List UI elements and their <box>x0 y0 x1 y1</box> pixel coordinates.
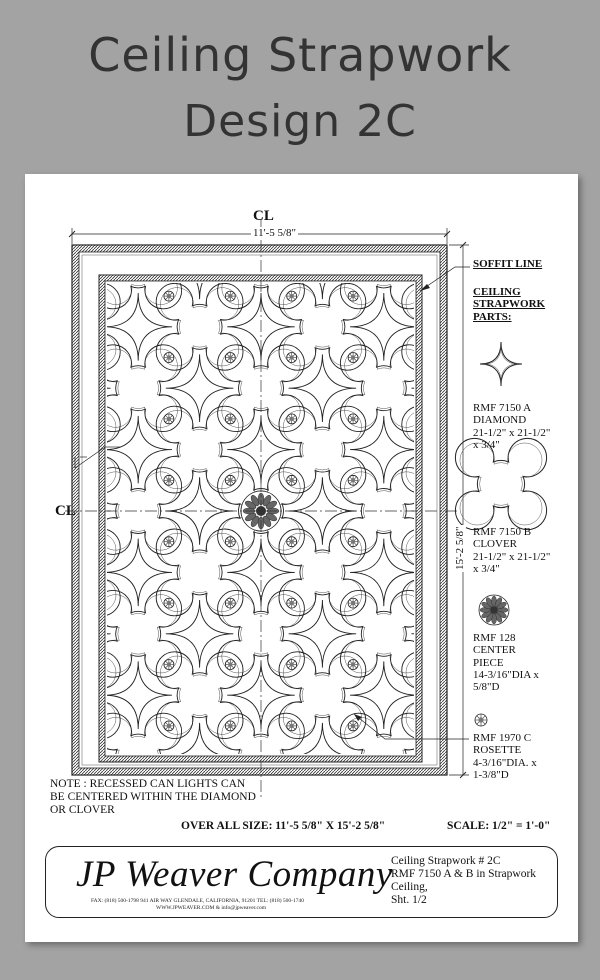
sheet-info-line: Ceiling Strapwork # 2C <box>391 855 501 867</box>
part-line: x 3/4" <box>473 438 500 451</box>
diamond-shape <box>350 174 418 238</box>
width-dimension: 11'-5 5/8" <box>253 227 297 239</box>
height-dimension: 15'-2 5/8" <box>454 526 466 570</box>
part-line: RMF 1970 C <box>473 732 532 744</box>
rosette-icon <box>167 417 172 422</box>
rosette-icon <box>289 294 294 299</box>
part-line: CENTER <box>473 644 516 657</box>
sheet-info-line: Ceiling, <box>391 880 428 893</box>
part-line: 21-1/2" x 21-1/2" <box>473 550 551 563</box>
sheet-info-line: Sht. 1/2 <box>391 893 427 906</box>
part-line: RMF 7150 B <box>473 526 532 538</box>
part-line: x 3/4" <box>473 562 500 575</box>
rosette-icon <box>228 294 233 299</box>
diamond-shape <box>43 174 111 176</box>
part-line: DIAMOND <box>473 414 527 427</box>
clover-shape <box>467 174 545 182</box>
clover-icon <box>460 443 542 525</box>
part-line: 1-3/8"D <box>473 768 509 781</box>
rosette-icon <box>475 714 487 726</box>
part-diamond-label <box>473 402 550 451</box>
part-clover-label <box>473 526 550 575</box>
page-subtitle: Design 2C <box>183 96 417 147</box>
rosette-icon <box>289 662 294 667</box>
rosette-icon <box>289 601 294 606</box>
rosette-icon <box>289 355 294 360</box>
rosette-icon <box>351 724 356 729</box>
part-line: 14-3/16"DIA x <box>473 668 539 681</box>
soffit-line-label: SOFFIT LINE <box>473 258 543 270</box>
clover-shape <box>25 349 55 427</box>
clover-shape <box>25 595 55 673</box>
clover-shape <box>345 174 423 182</box>
note-line: NOTE : RECESSED CAN LIGHTS CAN <box>50 778 246 790</box>
rosette-icon <box>289 539 294 544</box>
rosette-icon <box>167 355 172 360</box>
clover-shape <box>529 174 578 243</box>
rosette-icon <box>289 478 294 483</box>
part-line: 4-3/16"DIA. x <box>473 756 537 769</box>
rosette-icon <box>228 539 233 544</box>
diamond-shape <box>350 784 418 852</box>
clover-shape <box>218 174 305 186</box>
parts-heading <box>473 286 545 323</box>
title-block <box>45 846 558 918</box>
diamond-shape <box>25 416 49 484</box>
diamond-shape <box>25 293 49 361</box>
clover-icon <box>455 438 546 529</box>
rosette-icon <box>289 417 294 422</box>
diamond-shape <box>166 174 234 176</box>
centerline-top-label: CL <box>253 208 274 224</box>
diamond-shape <box>473 174 541 238</box>
clover-shape <box>25 472 55 550</box>
rosette-icon <box>228 601 233 606</box>
diamond-shape <box>534 174 578 176</box>
page-title: Ceiling Strapwork <box>88 28 512 82</box>
clover-shape <box>25 174 55 182</box>
clover-shape <box>25 226 55 304</box>
centerline-left-label: CL <box>55 503 76 519</box>
parts-heading-line: CEILING <box>473 286 521 298</box>
diamond-icon-inner <box>484 346 518 382</box>
clover-shape <box>222 174 300 182</box>
clover-shape <box>160 174 238 243</box>
company-logo: JP Weaver Company <box>76 854 393 895</box>
clover-shape <box>25 345 59 432</box>
part-line: ROSETTE <box>473 744 522 757</box>
rosette-icon <box>351 294 356 299</box>
rosette-icon <box>167 539 172 544</box>
clover-shape <box>463 174 550 186</box>
clover-shape <box>406 174 484 243</box>
rosette-icon <box>167 662 172 667</box>
diamond-shape <box>25 661 49 729</box>
clover-shape <box>340 174 427 186</box>
parts-heading-line: STRAPWORK <box>473 298 546 311</box>
part-line: RMF 128 <box>473 632 516 644</box>
rosette-icon <box>228 478 233 483</box>
contact-web: WWW.JPWEAVER.COM & info@jpweaver.com <box>156 905 267 911</box>
clover-shape <box>156 174 243 247</box>
part-center-piece-label <box>473 632 539 694</box>
part-line: 5/8"D <box>473 681 500 694</box>
center-piece-icon <box>490 606 498 614</box>
rosette-icon <box>351 662 356 667</box>
clover-icon <box>455 438 546 529</box>
diamond-shape <box>25 907 49 942</box>
sheet-info <box>391 855 536 907</box>
drawing-sheet <box>25 174 578 942</box>
scale-label: SCALE: 1/2" = 1'-0" <box>447 820 551 832</box>
rosette-icon <box>351 539 356 544</box>
sheet-info-line: RMF 7150 A & B in Strapwork <box>391 867 537 880</box>
part-rosette-label <box>473 732 537 781</box>
clover-shape <box>33 174 120 247</box>
rosette-icon <box>167 294 172 299</box>
clover-shape <box>25 222 59 309</box>
clover-shape <box>25 468 59 555</box>
clover-shape <box>38 174 116 243</box>
clover-shape <box>95 174 182 186</box>
rosette-icon <box>228 355 233 360</box>
rosette-icon <box>167 601 172 606</box>
note-line: BE CENTERED WITHIN THE DIAMOND <box>50 790 256 803</box>
rosette-icon <box>228 417 233 422</box>
rosette-icon <box>351 355 356 360</box>
rosette-icon <box>289 724 294 729</box>
rosette-icon <box>228 662 233 667</box>
clover-shape <box>25 174 59 186</box>
note-line: OR CLOVER <box>50 803 115 816</box>
overall-size: OVER ALL SIZE: 11'-5 5/8" X 15'-2 5/8" <box>181 820 386 832</box>
part-line: CLOVER <box>473 538 517 551</box>
diamond-shape <box>25 539 49 607</box>
clover-shape <box>99 174 177 182</box>
diamond-shape <box>25 174 49 238</box>
parts-heading-line: PARTS: <box>473 310 512 323</box>
center-piece-icon <box>479 595 509 625</box>
diamond-shape <box>534 723 578 791</box>
diamond-shape <box>534 600 578 668</box>
recessed-lights-note <box>50 778 256 817</box>
rosette-icon <box>351 601 356 606</box>
part-line: 21-1/2" x 21-1/2" <box>473 426 551 439</box>
diamond-shape <box>289 174 357 176</box>
rosette-icon <box>228 724 233 729</box>
rosette-icon <box>351 417 356 422</box>
contact-line: FAX: (818) 500-1798 941 AIR WAY GLENDALE, CALIFORNIA, 91201 TEL: (818) 500-1740 <box>91 898 305 904</box>
diamond-shape <box>473 784 541 852</box>
rosette-icon <box>167 724 172 729</box>
diamond-shape <box>411 174 479 176</box>
clover-shape <box>525 174 578 247</box>
rosette-icon <box>351 478 356 483</box>
diamond-shape <box>104 174 172 238</box>
part-line: PIECE <box>473 656 504 669</box>
clover-shape <box>25 590 59 677</box>
diamond-shape <box>25 784 49 852</box>
rosette-icon <box>478 717 483 722</box>
part-line: RMF 7150 A <box>473 402 532 414</box>
rosette-icon <box>167 478 172 483</box>
